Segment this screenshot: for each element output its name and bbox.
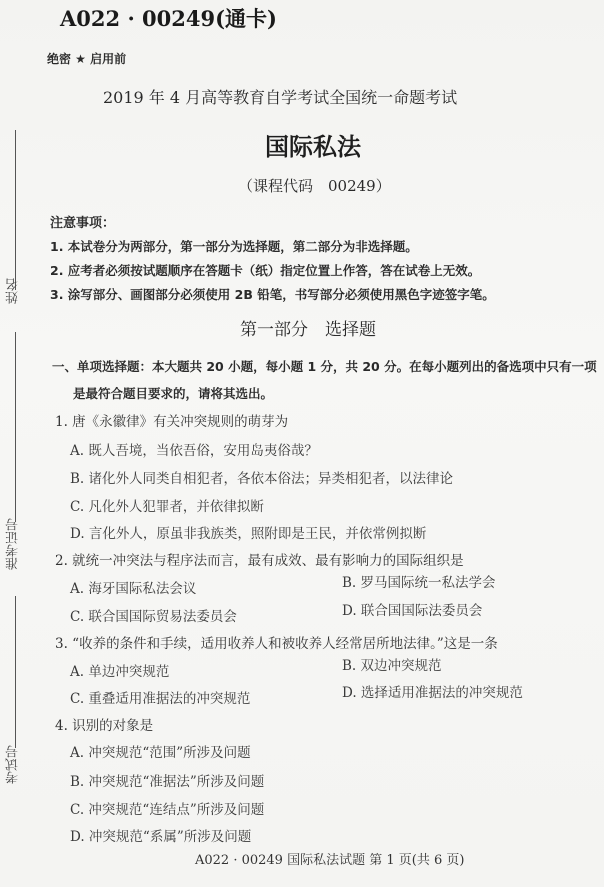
question-stem: 3. “收养的条件和手续，适用收养人和被收养人经常居所地法律。”这是一条 xyxy=(55,636,498,652)
section-instructions: 一、单项选择题：本大题共 20 小题，每小题 1 分，共 20 分。在每小题列出的备选项中只有一项 xyxy=(52,359,597,374)
note-item: 3. 涂写部分、画图部分必须使用 2B 铅笔，书写部分必须使用黑色字迹签字笔。 xyxy=(50,287,495,302)
question-stem: 2. 就统一冲突法与程序法而言，最有成效、最有影响力的国际组织是 xyxy=(55,553,464,569)
name-label: 姓名 xyxy=(6,278,21,304)
option: A. 单边冲突规范 xyxy=(70,664,170,680)
binding-line xyxy=(15,130,16,290)
option: C. 凡化外人犯罪者，并依律拟断 xyxy=(70,499,264,515)
option: A. 既人吾境，当依吾俗，安用岛夷俗哉？ xyxy=(70,443,318,459)
course-code: （课程代码 00249） xyxy=(238,177,391,195)
option: B. 诸化外人同类自相犯者，各依本俗法；异类相犯者，以法律论 xyxy=(70,471,454,487)
subject-title: 国际私法 xyxy=(265,132,361,161)
page-footer: A022 · 00249 国际私法试题 第 1 页(共 6 页) xyxy=(195,853,465,868)
option: C. 冲突规范“连结点”所涉及问题 xyxy=(70,802,265,818)
exam-number-label: 考试号 xyxy=(6,745,21,784)
question-stem: 4. 识别的对象是 xyxy=(55,718,154,734)
option: D. 联合国国际法委员会 xyxy=(342,603,483,619)
part-title: 第一部分 选择题 xyxy=(240,320,376,340)
option: D. 言化外人，原虽非我族类，照附即是王民，并依常例拟断 xyxy=(70,526,427,542)
question-stem: 1. 唐《永徽律》有关冲突规则的萌芽为 xyxy=(55,414,289,430)
paper-code: A022 · 00249(通卡) xyxy=(60,6,277,31)
note-item: 2. 应考者必须按试题顺序在答题卡（纸）指定位置上作答，答在试卷上无效。 xyxy=(50,263,481,278)
notes-heading: 注意事项： xyxy=(50,216,116,231)
admission-number-label: 准考证号 xyxy=(6,518,21,570)
option: C. 重叠适用准据法的冲突规范 xyxy=(70,691,251,707)
option: A. 冲突规范“范围”所涉及问题 xyxy=(70,745,251,761)
option: C. 联合国国际贸易法委员会 xyxy=(70,609,237,625)
option: B. 罗马国际统一私法学会 xyxy=(342,575,496,591)
option: D. 冲突规范“系属”所涉及问题 xyxy=(70,829,252,845)
option: A. 海牙国际私法会议 xyxy=(70,581,197,597)
secret-notice: 绝密 ★ 启用前 xyxy=(47,52,127,66)
binding-line xyxy=(15,596,16,748)
binding-line xyxy=(15,332,16,522)
option: B. 双边冲突规范 xyxy=(342,658,442,674)
exam-title: 2019 年 4 月高等教育自学考试全国统一命题考试 xyxy=(103,88,458,107)
section-instructions-cont: 是最符合题目要求的，请将其选出。 xyxy=(73,386,274,401)
option: D. 选择适用准据法的冲突规范 xyxy=(342,685,523,701)
option: B. 冲突规范“准据法”所涉及问题 xyxy=(70,774,265,790)
note-item: 1. 本试卷分为两部分，第一部分为选择题，第二部分为非选择题。 xyxy=(50,239,418,254)
